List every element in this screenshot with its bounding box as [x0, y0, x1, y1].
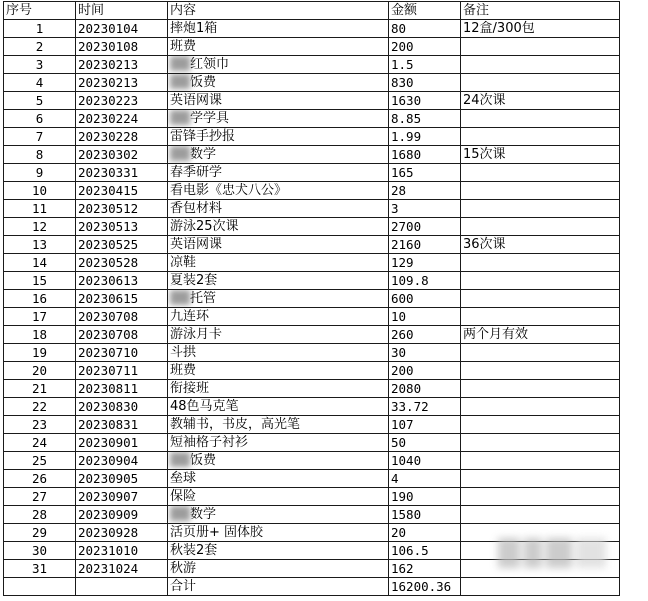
redacted-text: ▓▓	[170, 453, 190, 468]
table-row	[4, 182, 620, 200]
row-number-cell[interactable]: 9	[4, 164, 76, 182]
row-number-cell[interactable]: 13	[4, 236, 76, 254]
table-row	[4, 452, 620, 470]
table-row	[4, 470, 620, 488]
note-cell[interactable]	[461, 362, 620, 380]
row-number-cell[interactable]: 17	[4, 308, 76, 326]
table-row	[4, 380, 620, 398]
row-number-cell[interactable]: 11	[4, 200, 76, 218]
amount-cell[interactable]: 1630	[389, 92, 461, 110]
content-cell[interactable]: 教辅书，书皮，高光笔	[168, 416, 389, 434]
note-cell[interactable]	[461, 218, 620, 236]
note-cell[interactable]	[461, 434, 620, 452]
amount-cell[interactable]: 200	[389, 362, 461, 380]
table-row	[4, 506, 620, 524]
note-cell[interactable]	[461, 452, 620, 470]
note-cell[interactable]	[461, 110, 620, 128]
amount-cell[interactable]: 1.99	[389, 128, 461, 146]
table-row	[4, 56, 620, 74]
table-row	[4, 416, 620, 434]
amount-cell[interactable]: 3	[389, 200, 461, 218]
date-cell[interactable]: 20230302	[76, 146, 168, 164]
content-cell[interactable]: 春季研学	[168, 164, 389, 182]
table-row	[4, 92, 620, 110]
content-cell[interactable]: 48色马克笔	[168, 398, 389, 416]
row-number-cell[interactable]: 30	[4, 542, 76, 560]
row-number-cell[interactable]: 20	[4, 362, 76, 380]
table-row	[4, 128, 620, 146]
amount-cell[interactable]: 33.72	[389, 398, 461, 416]
content-cell[interactable]: 英语网课	[168, 236, 389, 254]
header-no[interactable]: 序号	[4, 2, 76, 20]
note-cell[interactable]: 12盒/300包	[461, 20, 620, 38]
table-row	[4, 200, 620, 218]
redacted-text: ▓▓	[170, 291, 190, 306]
table-row	[4, 434, 620, 452]
row-number-cell[interactable]: 4	[4, 74, 76, 92]
content-cell[interactable]: 游泳月卡	[168, 326, 389, 344]
content-cell[interactable]: 秋装2套	[168, 542, 389, 560]
table-body	[4, 20, 620, 578]
content-cell[interactable]: 斗拱	[168, 344, 389, 362]
note-cell[interactable]: 两个月有效	[461, 326, 620, 344]
redacted-text: ▓▓	[170, 147, 190, 162]
date-cell[interactable]: 20231024	[76, 560, 168, 578]
date-cell[interactable]: 20230907	[76, 488, 168, 506]
table-row	[4, 110, 620, 128]
amount-cell[interactable]: 2700	[389, 218, 461, 236]
amount-cell[interactable]: 28	[389, 182, 461, 200]
content-cell[interactable]: 衔接班	[168, 380, 389, 398]
row-number-cell[interactable]: 25	[4, 452, 76, 470]
total-label[interactable]: 合计	[168, 578, 389, 596]
note-cell[interactable]	[461, 38, 620, 56]
table-row	[4, 254, 620, 272]
row-number-cell[interactable]: 31	[4, 560, 76, 578]
date-cell[interactable]: 20230901	[76, 434, 168, 452]
amount-cell[interactable]: 830	[389, 74, 461, 92]
date-cell[interactable]: 20230512	[76, 200, 168, 218]
content-cell[interactable]: 夏装2套	[168, 272, 389, 290]
content-cell[interactable]	[168, 146, 389, 164]
date-cell[interactable]: 20231010	[76, 542, 168, 560]
table-row	[4, 74, 620, 92]
content-text: 学学具	[190, 111, 230, 126]
note-cell[interactable]	[461, 470, 620, 488]
amount-cell[interactable]: 80	[389, 20, 461, 38]
amount-cell[interactable]: 2160	[389, 236, 461, 254]
note-cell[interactable]: 24次课	[461, 92, 620, 110]
date-cell[interactable]: 20230928	[76, 524, 168, 542]
row-number-cell[interactable]: 24	[4, 434, 76, 452]
row-number-cell[interactable]: 5	[4, 92, 76, 110]
date-cell[interactable]: 20230710	[76, 344, 168, 362]
watermark-logo	[498, 530, 610, 576]
note-cell[interactable]	[461, 290, 620, 308]
row-number-cell[interactable]: 8	[4, 146, 76, 164]
content-cell[interactable]: 看电影《忠犬八公》	[168, 182, 389, 200]
content-cell[interactable]	[168, 452, 389, 470]
note-cell[interactable]	[461, 416, 620, 434]
date-cell[interactable]: 20230830	[76, 398, 168, 416]
content-text: 托管	[190, 291, 217, 306]
expense-table	[3, 1, 620, 596]
table-row	[4, 488, 620, 506]
table-row	[4, 362, 620, 380]
table-row	[4, 398, 620, 416]
table-row	[4, 218, 620, 236]
date-cell[interactable]: 20230528	[76, 254, 168, 272]
content-cell[interactable]	[168, 290, 389, 308]
content-text: 红领巾	[190, 57, 230, 72]
table-row	[4, 236, 620, 254]
row-number-cell[interactable]: 12	[4, 218, 76, 236]
content-cell[interactable]: 凉鞋	[168, 254, 389, 272]
amount-cell[interactable]: 200	[389, 38, 461, 56]
content-cell[interactable]: 雷锋手抄报	[168, 128, 389, 146]
amount-cell[interactable]: 1680	[389, 146, 461, 164]
content-cell[interactable]	[168, 506, 389, 524]
row-number-cell[interactable]: 19	[4, 344, 76, 362]
amount-cell[interactable]: 1040	[389, 452, 461, 470]
header-amount[interactable]: 金额	[389, 2, 461, 20]
redacted-text: ▓▓	[170, 507, 190, 522]
row-number-cell[interactable]: 1	[4, 20, 76, 38]
amount-cell[interactable]: 109.8	[389, 272, 461, 290]
note-cell[interactable]	[461, 398, 620, 416]
amount-cell[interactable]: 106.5	[389, 542, 461, 560]
row-number-cell[interactable]: 10	[4, 182, 76, 200]
note-cell[interactable]	[461, 506, 620, 524]
row-number-cell[interactable]: 16	[4, 290, 76, 308]
content-cell[interactable]: 摔炮1箱	[168, 20, 389, 38]
date-cell[interactable]: 20230613	[76, 272, 168, 290]
content-cell[interactable]	[168, 110, 389, 128]
note-cell[interactable]: 36次课	[461, 236, 620, 254]
content-cell[interactable]: 垒球	[168, 470, 389, 488]
date-cell[interactable]: 20230331	[76, 164, 168, 182]
table-row	[4, 20, 620, 38]
table-row	[4, 326, 620, 344]
note-cell[interactable]: 15次课	[461, 146, 620, 164]
table-row	[4, 146, 620, 164]
amount-cell[interactable]: 165	[389, 164, 461, 182]
content-cell[interactable]: 游泳25次课	[168, 218, 389, 236]
date-cell[interactable]: 20230711	[76, 362, 168, 380]
header-note[interactable]: 备注	[461, 2, 620, 20]
note-cell[interactable]	[461, 56, 620, 74]
row-number-cell[interactable]: 3	[4, 56, 76, 74]
date-cell[interactable]: 20230104	[76, 20, 168, 38]
date-cell[interactable]: 20230108	[76, 38, 168, 56]
expense-sheet	[3, 1, 620, 596]
date-cell[interactable]: 20230415	[76, 182, 168, 200]
amount-cell[interactable]: 50	[389, 434, 461, 452]
table-row	[4, 164, 620, 182]
content-text: 饭费	[190, 453, 217, 468]
note-cell[interactable]	[461, 344, 620, 362]
amount-cell[interactable]: 2080	[389, 380, 461, 398]
amount-cell[interactable]: 30	[389, 344, 461, 362]
date-cell[interactable]: 20230213	[76, 74, 168, 92]
date-cell[interactable]: 20230213	[76, 56, 168, 74]
redacted-text: ▓▓	[170, 75, 190, 90]
row-number-cell[interactable]: 29	[4, 524, 76, 542]
amount-cell[interactable]: 129	[389, 254, 461, 272]
content-cell[interactable]	[168, 56, 389, 74]
amount-cell[interactable]: 1.5	[389, 56, 461, 74]
note-cell[interactable]	[461, 182, 620, 200]
date-cell[interactable]: 20230525	[76, 236, 168, 254]
table-row	[4, 272, 620, 290]
amount-cell[interactable]: 107	[389, 416, 461, 434]
table-row	[4, 344, 620, 362]
note-cell[interactable]	[461, 254, 620, 272]
header-content[interactable]: 内容	[168, 2, 389, 20]
note-cell[interactable]	[461, 128, 620, 146]
content-cell[interactable]: 保险	[168, 488, 389, 506]
content-cell[interactable]: 秋游	[168, 560, 389, 578]
amount-cell[interactable]: 20	[389, 524, 461, 542]
table-row	[4, 38, 620, 56]
content-cell[interactable]: 短袖格子衬衫	[168, 434, 389, 452]
note-cell[interactable]	[461, 272, 620, 290]
row-number-cell[interactable]: 21	[4, 380, 76, 398]
note-cell[interactable]	[461, 308, 620, 326]
amount-cell[interactable]: 4	[389, 470, 461, 488]
content-cell[interactable]: 九连环	[168, 308, 389, 326]
header-date[interactable]: 时间	[76, 2, 168, 20]
redacted-text: ▓▓	[170, 57, 190, 72]
amount-cell[interactable]: 8.85	[389, 110, 461, 128]
content-cell[interactable]: 活页册+ 固体胶	[168, 524, 389, 542]
content-cell[interactable]: 班费	[168, 38, 389, 56]
note-cell[interactable]	[461, 164, 620, 182]
content-text: 数学	[190, 147, 217, 162]
date-cell[interactable]: 20230615	[76, 290, 168, 308]
note-cell[interactable]	[461, 380, 620, 398]
date-cell[interactable]: 20230708	[76, 308, 168, 326]
date-cell[interactable]: 20230909	[76, 506, 168, 524]
row-number-cell[interactable]: 22	[4, 398, 76, 416]
amount-cell[interactable]: 600	[389, 290, 461, 308]
table-row	[4, 308, 620, 326]
row-number-cell[interactable]: 27	[4, 488, 76, 506]
date-cell[interactable]: 20230905	[76, 470, 168, 488]
row-number-cell[interactable]: 15	[4, 272, 76, 290]
date-cell[interactable]: 20230223	[76, 92, 168, 110]
note-cell[interactable]	[461, 488, 620, 506]
row-number-cell[interactable]: 14	[4, 254, 76, 272]
date-cell[interactable]: 20230831	[76, 416, 168, 434]
row-number-cell[interactable]: 7	[4, 128, 76, 146]
row-number-cell[interactable]: 23	[4, 416, 76, 434]
row-number-cell[interactable]: 2	[4, 38, 76, 56]
amount-cell[interactable]: 162	[389, 560, 461, 578]
content-cell[interactable]: 班费	[168, 362, 389, 380]
table-row	[4, 290, 620, 308]
date-cell[interactable]: 20230708	[76, 326, 168, 344]
note-cell[interactable]	[461, 74, 620, 92]
content-text: 数学	[190, 507, 217, 522]
amount-cell[interactable]: 260	[389, 326, 461, 344]
content-text: 饭费	[190, 75, 217, 90]
date-cell[interactable]: 20230228	[76, 128, 168, 146]
header-row	[4, 2, 620, 20]
content-cell[interactable]	[168, 74, 389, 92]
row-number-cell[interactable]: 26	[4, 470, 76, 488]
note-cell[interactable]	[461, 200, 620, 218]
date-cell[interactable]: 20230904	[76, 452, 168, 470]
content-cell[interactable]: 英语网课	[168, 92, 389, 110]
amount-cell[interactable]: 1580	[389, 506, 461, 524]
date-cell[interactable]: 20230224	[76, 110, 168, 128]
row-number-cell[interactable]: 28	[4, 506, 76, 524]
total-amount[interactable]: 16200.36	[389, 578, 461, 596]
date-cell[interactable]: 20230811	[76, 380, 168, 398]
amount-cell[interactable]: 190	[389, 488, 461, 506]
amount-cell[interactable]: 10	[389, 308, 461, 326]
content-cell[interactable]: 香包材料	[168, 200, 389, 218]
redacted-text: ▓▓	[170, 111, 190, 126]
row-number-cell[interactable]: 18	[4, 326, 76, 344]
blurred-footer-text	[0, 593, 648, 601]
row-number-cell[interactable]: 6	[4, 110, 76, 128]
date-cell[interactable]: 20230513	[76, 218, 168, 236]
